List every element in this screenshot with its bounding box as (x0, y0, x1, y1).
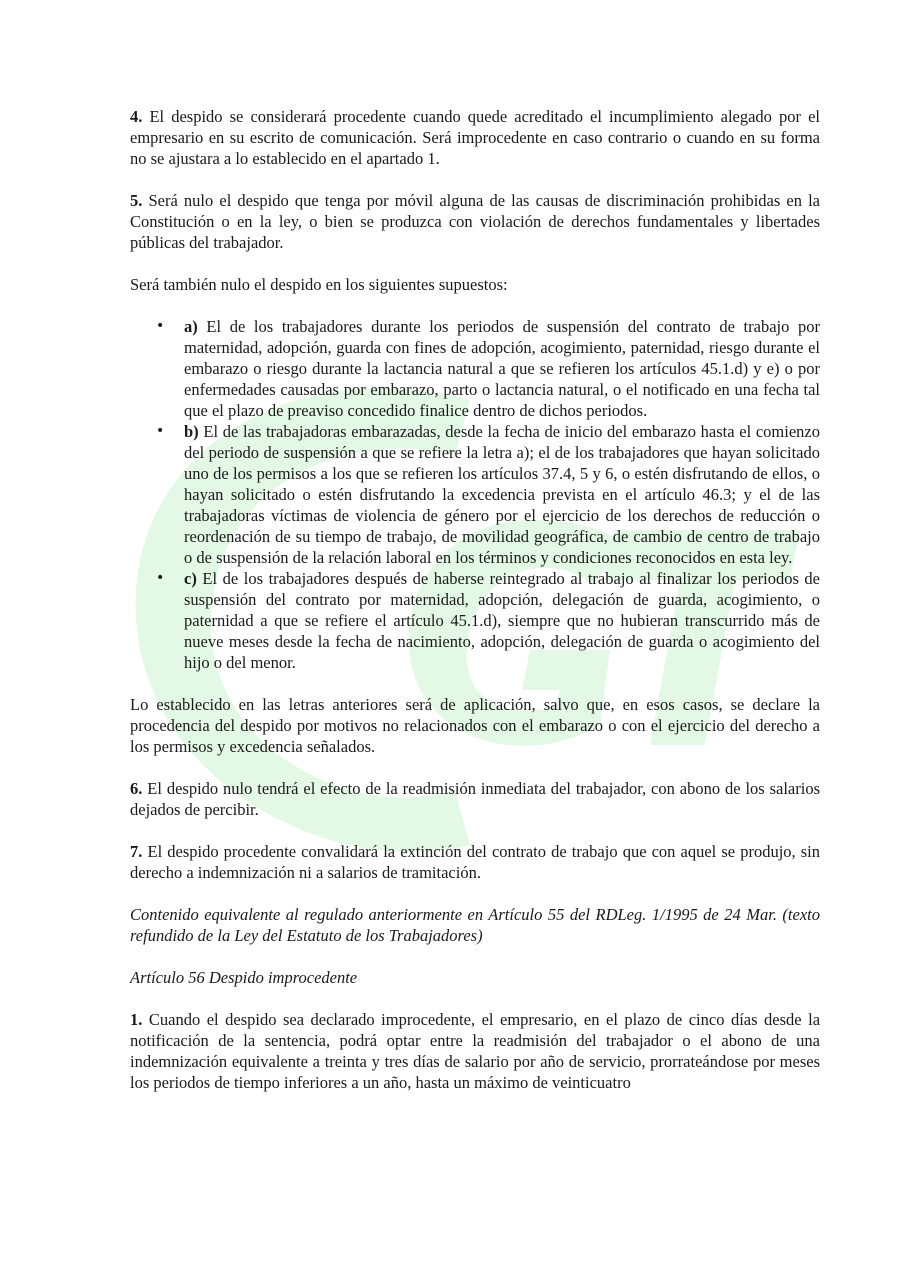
paragraph-number: 7. (130, 842, 143, 861)
list-item-b (130, 421, 820, 568)
list-text: El de las trabajadoras embarazadas, desde la fecha de inicio del embarazo hasta el comienzo del periodo de suspensión a que se refiere la letra a); el de los trabajadores que hayan solicitado uno de los permisos a los que se refieren los artículos 37.4, 5 y 6, o estén disfrutando de ellos, o hayan solicitado o estén disfrutando la excedencia prevista en el artículo 46.3; y el de las trabajadoras víctimas de violencia de género por el ejercicio de los derechos de reducción o reordenación de su tiempo de trabajo, de movilidad geográfica, de cambio de centro de trabajo o de suspensión de la relación laboral en los términos y condiciones reconocidos en esta ley. (184, 422, 821, 567)
list-text: El de los trabajadores después de haberse reintegrado al trabajo al finalizar los periodos de suspensión del contrato por maternidad, adopción, delegación de guarda, acogimiento, o paternidad a que se refiere el artículo 45.1.d), siempre que no hubieran transcurrido más de nueve meses desde la fecha de nacimiento, adopción, delegación de guarda o acogimiento del hijo o del menor. (184, 569, 821, 672)
list-letter: c) (184, 569, 197, 588)
paragraph-6 (130, 778, 820, 820)
list-letter: b) (184, 422, 199, 441)
paragraph-text: El despido nulo tendrá el efecto de la readmisión inmediata del trabajador, con abono de los salarios dejados de percibir. (130, 779, 820, 819)
paragraph-text: El despido se considerará procedente cuando quede acreditado el incumplimiento alegado por el empresario en su escrito de comunicación. Será improcedente en caso contrario o cuando en su forma no se ajustara a lo establecido en el apartado 1. (130, 107, 820, 168)
paragraph-7 (130, 841, 820, 883)
paragraph-supuestos-intro: Será también nulo el despido en los siguientes supuestos: (130, 275, 508, 294)
equivalent-content-note: Contenido equivalente al regulado anteriormente en Artículo 55 del RDLeg. 1/1995 de 24 Mar. (texto refundido de la Ley del Estatuto de los Trabajadores) (130, 905, 820, 945)
paragraph-text: El despido procedente convalidará la extinción del contrato de trabajo que con aquel se produjo, sin derecho a indemnización ni a salarios de tramitación. (130, 842, 821, 882)
article-56-paragraph-1 (130, 1009, 820, 1093)
paragraph-number: 4. (130, 107, 143, 126)
paragraph-number: 6. (130, 779, 143, 798)
paragraph-number: 1. (130, 1010, 143, 1029)
list-item-c (130, 568, 820, 673)
supuestos-list (130, 316, 820, 673)
list-text: El de los trabajadores durante los periodos de suspensión del contrato de trabajo por maternidad, adopción, guarda con fines de adopción, acogimiento, paternidad, riesgo durante el embarazo o riesgo durante la lactancia natural a que se refieren los artículos 45.1.d) y e) o por enfermedades causadas por embarazo, parto o lactancia natural, o el notificado en una fecha tal que el plazo de preaviso concedido finalice dentro de dichos periodos. (184, 317, 821, 420)
paragraph-4 (130, 106, 820, 169)
list-item-a (130, 316, 820, 421)
article-56-title: Artículo 56 Despido improcedente (130, 968, 358, 987)
paragraph-5 (130, 190, 820, 253)
paragraph-number: 5. (130, 191, 143, 210)
paragraph-text: Cuando el despido sea declarado improcedente, el empresario, en el plazo de cinco días desde la notificación de la sentencia, podrá optar entre la readmisión del trabajador o el abono de una indemnización equivalente a treinta y tres días de salario por año de servicio, prorrateándose por meses los periodos de tiempo inferiores a un año, hasta un máximo de veinticuatro (130, 1010, 821, 1092)
paragraph-after-cases: Lo establecido en las letras anteriores será de aplicación, salvo que, en esos casos, se declare la procedencia del despido por motivos no relacionados con el embarazo o con el ejercicio del derecho a los permisos y excedencia señalados. (130, 695, 820, 756)
paragraph-text: Será nulo el despido que tenga por móvil alguna de las causas de discriminación prohibidas en la Constitución o en la ley, o bien se produzca con violación de derechos fundamentales y libertades públicas del trabajador. (130, 191, 820, 252)
document-body (130, 106, 820, 1093)
list-letter: a) (184, 317, 198, 336)
